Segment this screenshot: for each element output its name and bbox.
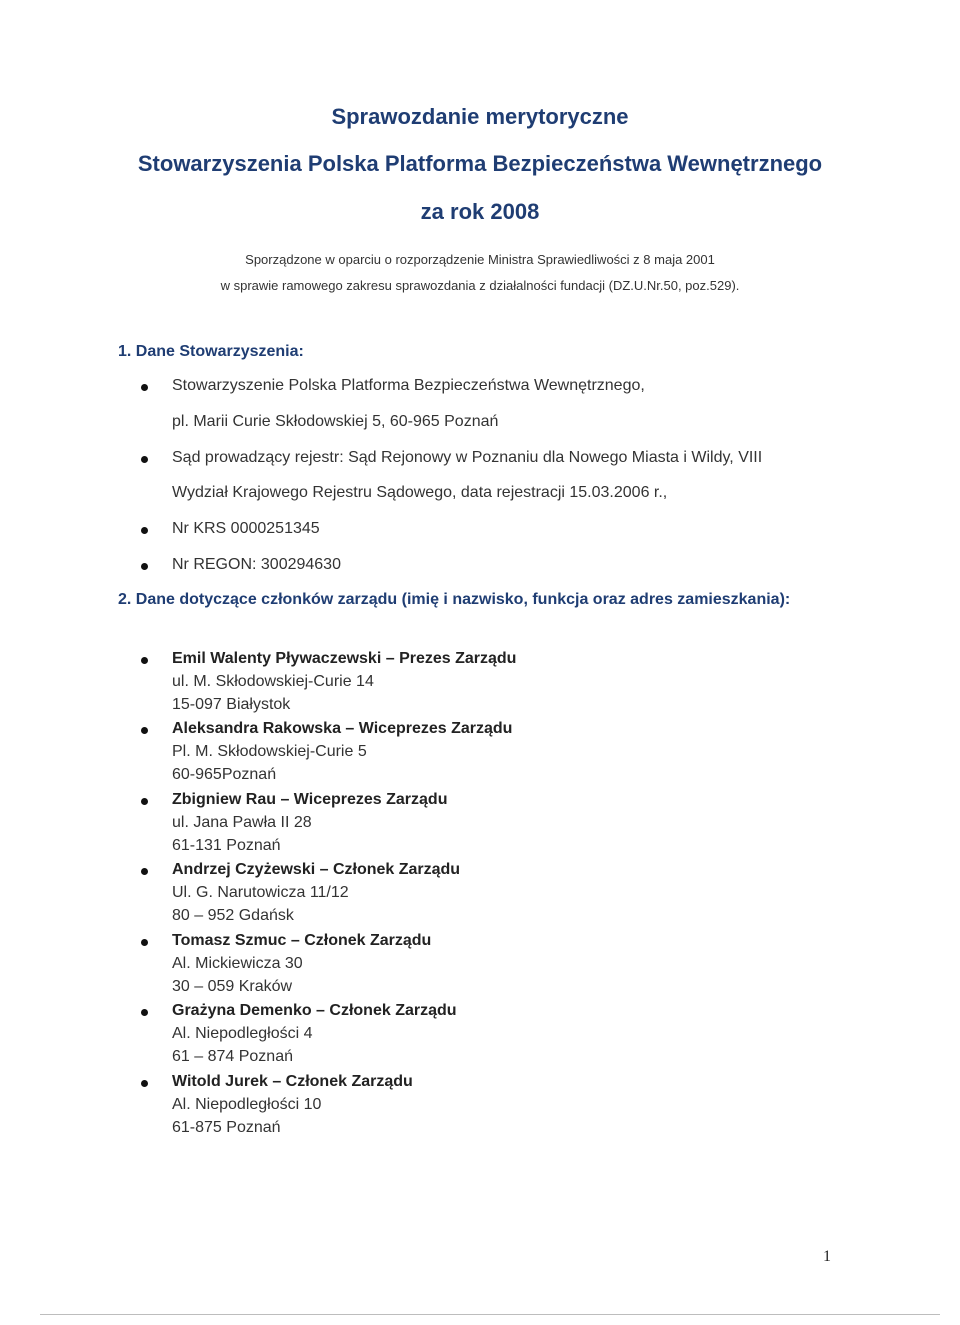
section-1-heading: 1. Dane Stowarzyszenia: — [118, 343, 304, 360]
registry-department: Wydział Krajowego Rejestru Sądowego, data rejestracji 15.03.2006 r., — [172, 484, 668, 501]
member-city: 30 – 059 Kraków — [172, 978, 293, 995]
section-2-heading: 2. Dane dotyczące członków zarządu (imię i nazwisko, funkcja oraz adres zamieszkania): — [118, 591, 791, 608]
bullet-icon — [141, 868, 148, 875]
member-street: Al. Niepodległości 10 — [172, 1096, 322, 1113]
member-city: 61 – 874 Poznań — [172, 1048, 293, 1065]
member-street: Pl. M. Skłodowskiej-Curie 5 — [172, 743, 367, 760]
footer-divider — [40, 1314, 940, 1315]
bullet-icon — [141, 798, 148, 805]
member-name: Aleksandra Rakowska – Wiceprezes Zarządu — [172, 720, 513, 737]
krs-number: Nr KRS 0000251345 — [172, 520, 320, 537]
title-line-2: Stowarzyszenia Polska Platforma Bezpieczeństwa Wewnętrznego — [137, 151, 823, 176]
member-city: 15-097 Białystok — [172, 696, 291, 713]
bullet-icon — [141, 939, 148, 946]
member-street: Al. Niepodległości 4 — [172, 1025, 313, 1042]
bullet-icon — [141, 527, 148, 534]
member-city: 61-875 Poznań — [172, 1119, 281, 1136]
bullet-icon — [141, 657, 148, 664]
member-name: Zbigniew Rau – Wiceprezes Zarządu — [172, 791, 448, 808]
member-street: ul. Jana Pawła II 28 — [172, 814, 312, 831]
bullet-icon — [141, 563, 148, 570]
bullet-icon — [141, 1080, 148, 1087]
member-street: Ul. G. Narutowicza 11/12 — [172, 884, 349, 901]
member-name: Andrzej Czyżewski – Członek Zarządu — [172, 861, 461, 878]
member-city: 80 – 952 Gdańsk — [172, 907, 294, 924]
regon-number: Nr REGON: 300294630 — [172, 556, 341, 573]
title-line-3: za rok 2008 — [420, 199, 540, 224]
subtitle-line-1: Sporządzone w oparciu o rozporządzenie Ministra Sprawiedliwości z 8 maja 2001 — [245, 252, 715, 267]
member-name: Emil Walenty Pływaczewski – Prezes Zarządu — [172, 650, 517, 667]
bullet-icon — [141, 384, 148, 391]
bullet-icon — [141, 456, 148, 463]
member-street: Al. Mickiewicza 30 — [172, 955, 303, 972]
member-name: Tomasz Szmuc – Członek Zarządu — [172, 932, 432, 949]
title-line-1: Sprawozdanie merytoryczne — [331, 104, 629, 129]
bullet-icon — [141, 1009, 148, 1016]
page-number: 1 — [823, 1248, 831, 1265]
member-name: Witold Jurek – Członek Zarządu — [172, 1073, 413, 1090]
subtitle-line-2: w sprawie ramowego zakresu sprawozdania z działalności fundacji (DZ.U.Nr.50, poz.529). — [220, 278, 740, 293]
member-city: 61-131 Poznań — [172, 837, 281, 854]
member-name: Grażyna Demenko – Członek Zarządu — [172, 1002, 457, 1019]
registry-court: Sąd prowadzący rejestr: Sąd Rejonowy w Poznaniu dla Nowego Miasta i Wildy, VIII — [172, 449, 763, 466]
member-city: 60-965Poznań — [172, 766, 277, 783]
bullet-icon — [141, 727, 148, 734]
member-street: ul. M. Skłodowskiej-Curie 14 — [172, 673, 374, 690]
association-address: pl. Marii Curie Skłodowskiej 5, 60-965 Poznań — [172, 413, 499, 430]
association-name: Stowarzyszenie Polska Platforma Bezpieczeństwa Wewnętrznego, — [172, 377, 645, 394]
